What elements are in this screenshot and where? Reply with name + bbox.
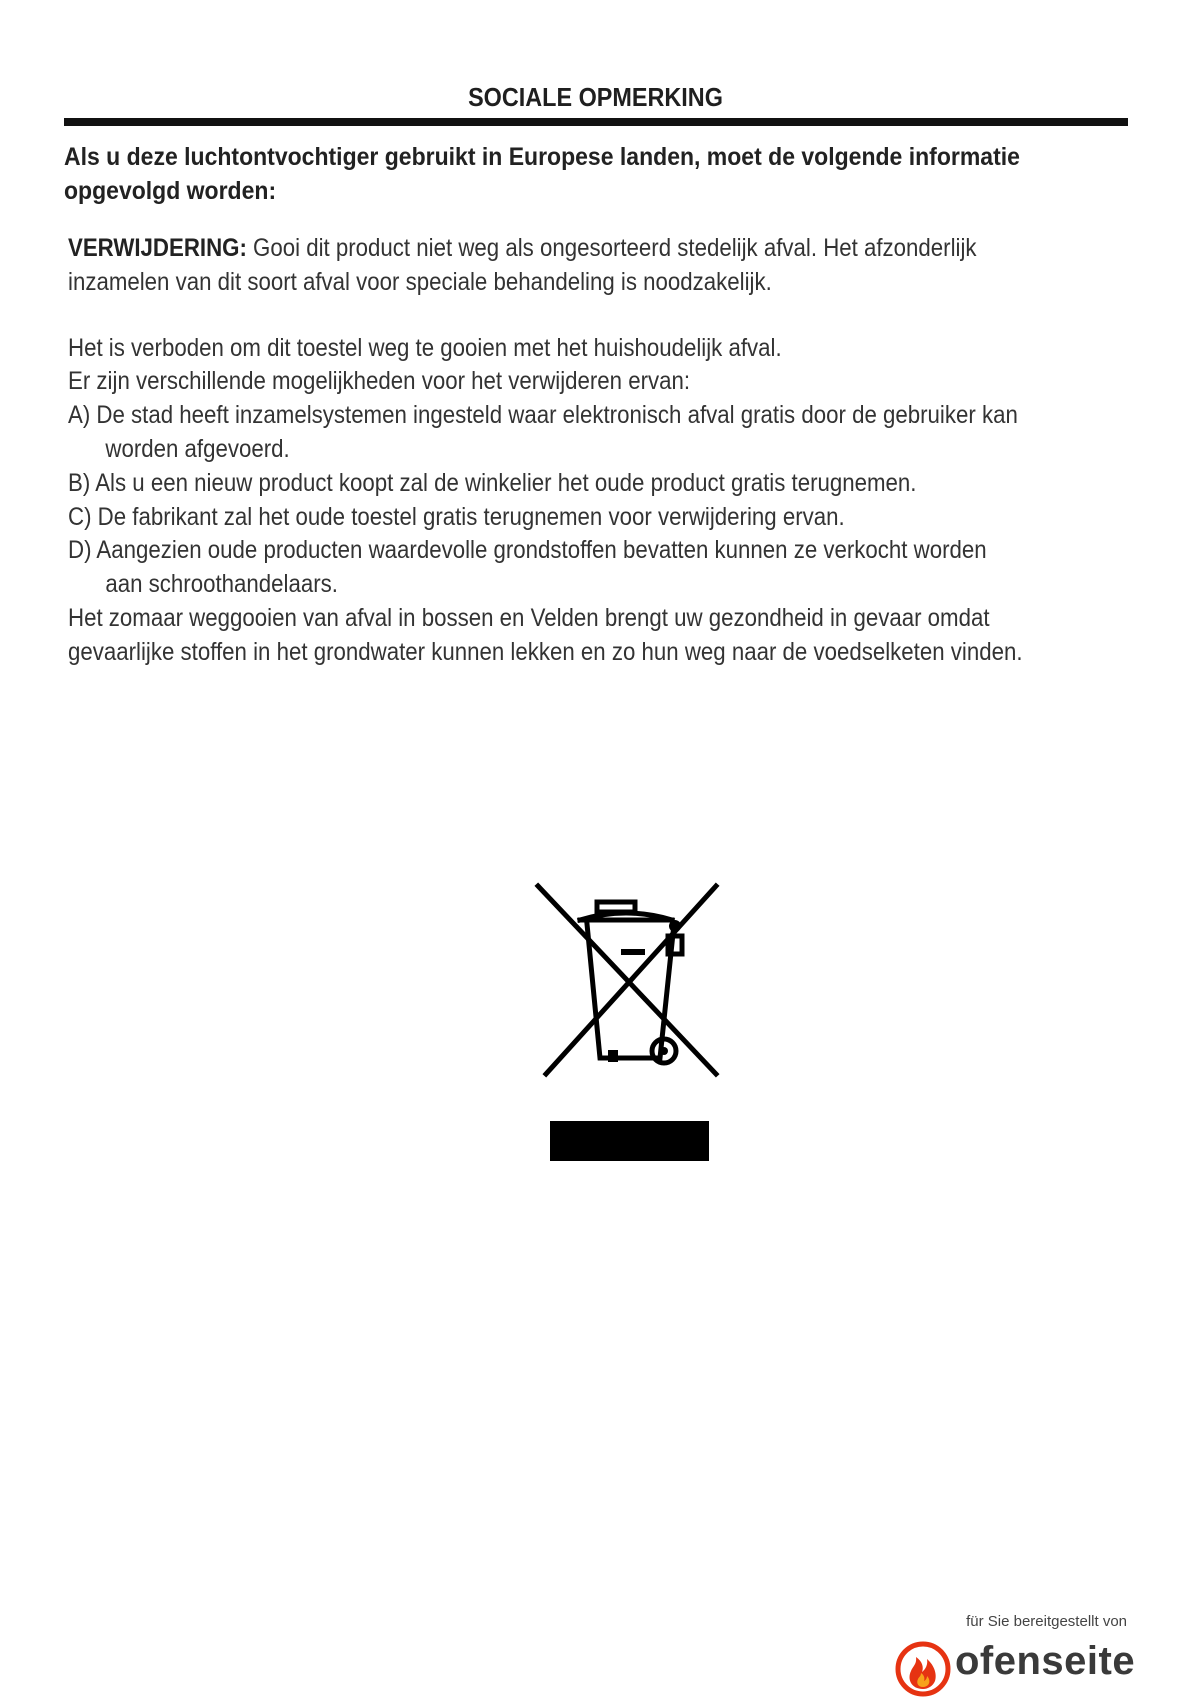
disposal-paragraph [68, 232, 1029, 300]
disposal-text: Gooi dit product niet weg als ongesorteerd stedelijk afval. Het afzonderlijk inzamelen van dit soort afval voor speciale behandeling is noodzakelijk. [68, 234, 977, 296]
black-bar [550, 1121, 709, 1161]
disposal-section [68, 232, 1029, 670]
option-c: C) De fabrikant zal het oude toestel gratis terugnemen voor verwijdering ervan. [68, 502, 845, 531]
title-divider [64, 118, 1128, 126]
forbidden-paragraph: Het is verboden om dit toestel weg te gooien met het huishoudelijk afval. [68, 333, 782, 362]
options-intro: Er zijn verschillende mogelijkheden voor het verwijderen ervan: [68, 367, 691, 396]
paragraph-gap [68, 300, 1029, 332]
brand-logo[interactable] [895, 1637, 1135, 1683]
footer-tagline: für Sie bereitgestellt von [966, 1613, 1127, 1630]
footer-branding [895, 1613, 1135, 1683]
flame-logo-icon [895, 1639, 951, 1697]
page-title: SOCIALE OPMERKING [468, 82, 723, 112]
option-a: A) De stad heeft inzamelsystemen ingesteld waar elektronisch afval gratis door de gebruiker kan worden afgevoerd. [68, 401, 1018, 463]
intro-paragraph: Als u deze luchtontvochtiger gebruikt in Europese landen, moet de volgende informatie opgevolgd worden: [64, 143, 1020, 205]
option-b: B) Als u een nieuw product koopt zal de winkelier het oude product gratis terugnemen. [68, 468, 917, 497]
disposal-label: VERWIJDERING: [68, 234, 247, 262]
crossed-out-wheelie-bin-icon [532, 880, 722, 1080]
option-d: D) Aangezien oude producten waardevolle grondstoffen bevatten kunnen ze verkocht worden aan schroothandelaars. [68, 536, 987, 599]
closing-paragraph: Het zomaar weggooien van afval in bossen en Velden brengt uw gezondheid in gevaar omdat gevaarlijke stoffen in het grondwater kunnen lekken en zo hun weg naar de voedselketen vinden. [68, 603, 1023, 666]
brand-name: ofenseite [955, 1639, 1136, 1683]
